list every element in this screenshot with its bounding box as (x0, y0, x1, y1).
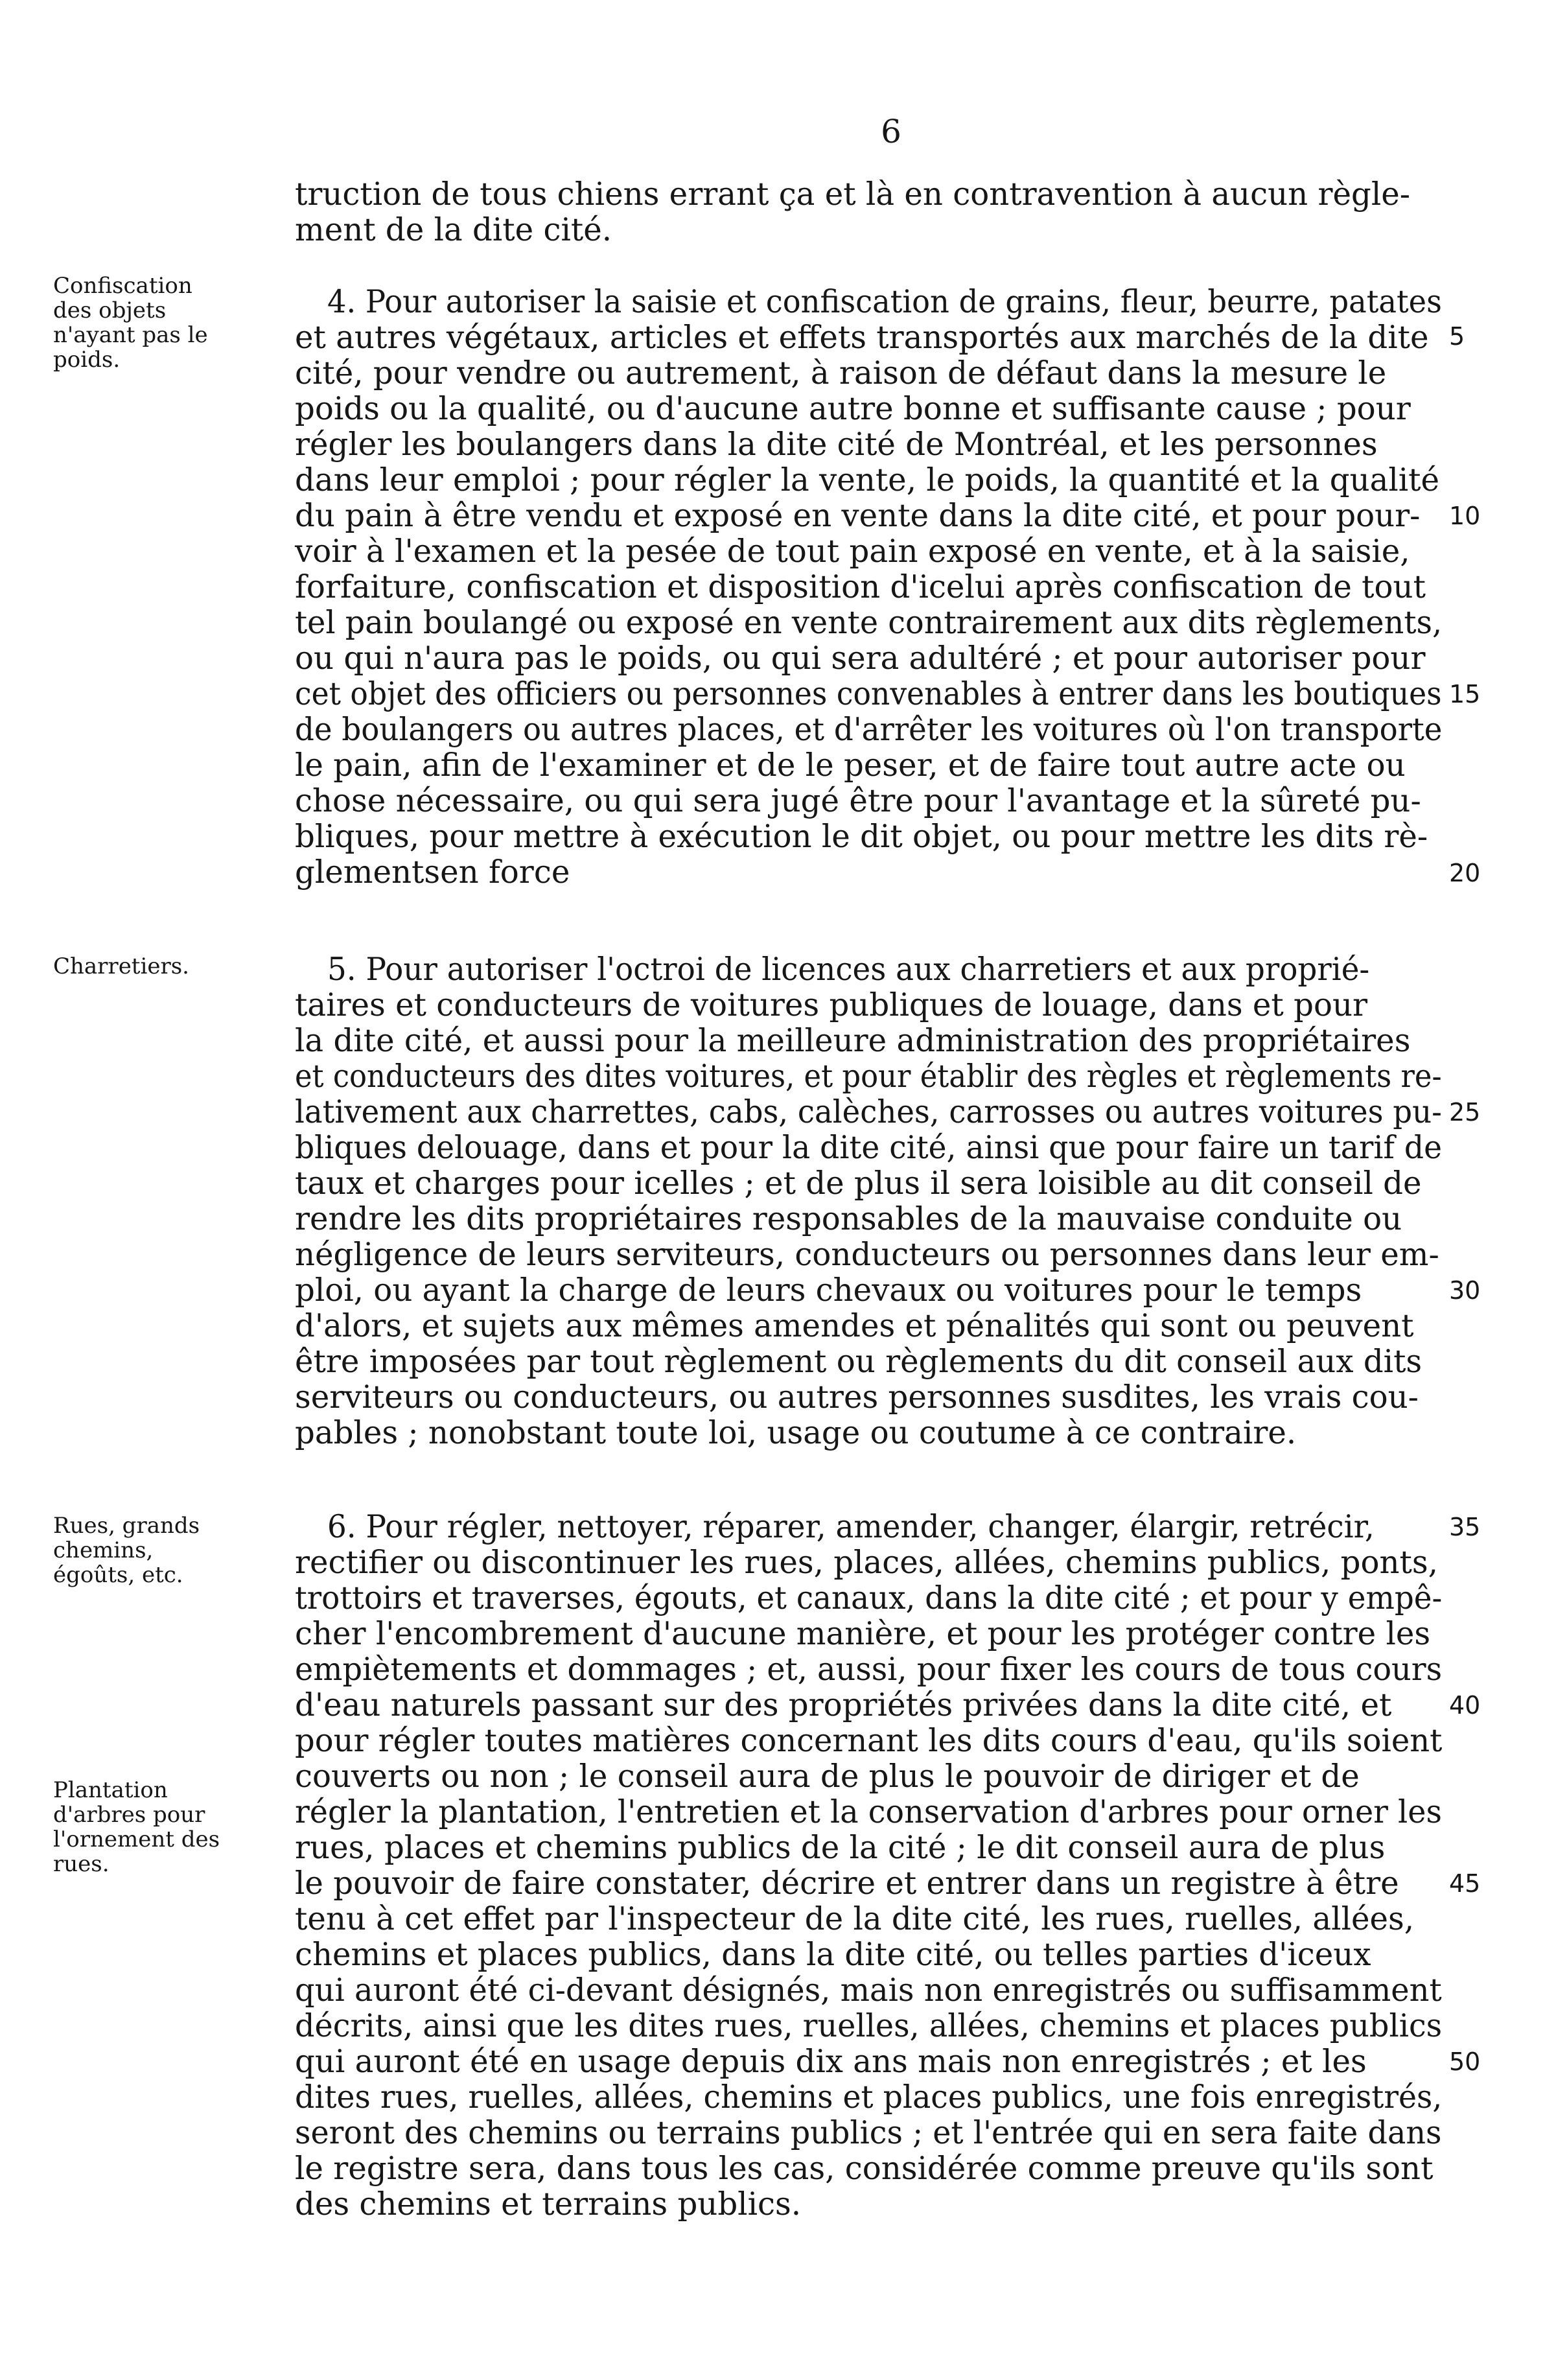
text-line: et conducteurs des dites voitures, et pour établir des règles et règlements re- (295, 1058, 1442, 1095)
text-line: régler la plantation, l'entretien et la conservation d'arbres pour orner les (295, 1793, 1442, 1830)
text-line: seront des chemins ou terrains publics ; et l'entrée qui en sera faite dans (295, 2114, 1442, 2151)
margin-note-plantation (53, 1778, 286, 1876)
text-line: taux et charges pour icelles ; et de plus il sera loisible au dit conseil de (295, 1165, 1422, 1202)
margin-note-line: l'ornement des (53, 1826, 220, 1852)
text-line: glementsen force (295, 854, 570, 891)
margin-note-line: d'arbres pour (53, 1802, 205, 1828)
text-line: tenu à cet effet par l'inspecteur de la dite cité, les rues, ruelles, allées, (295, 1900, 1415, 1937)
text-line: d'eau naturels passant sur des propriétés privées dans la dite cité, et (295, 1686, 1392, 1723)
line-number: 50 (1449, 2048, 1481, 2076)
text-line: négligence de leurs serviteurs, conducteurs ou personnes dans leur em- (295, 1236, 1439, 1273)
text-line: bliques, pour mettre à exécution le dit objet, ou pour mettre les dits rè- (295, 818, 1428, 855)
line-number: 35 (1449, 1513, 1481, 1541)
text-line: et autres végétaux, articles et effets transportés aux marchés de la dite (295, 319, 1429, 356)
text-line: rendre les dits propriétaires responsables de la mauvaise conduite ou (295, 1200, 1402, 1237)
line-number: 40 (1449, 1691, 1481, 1720)
text-line: bliques delouage, dans et pour la dite cité, ainsi que pour faire un tarif de (295, 1129, 1442, 1166)
margin-note-line: Confiscation (53, 273, 192, 299)
text-line: dans leur emploi ; pour régler la vente, le poids, la quantité et la qualité (295, 461, 1440, 498)
text-line: cet objet des officiers ou personnes convenables à entrer dans les boutiques (295, 675, 1442, 712)
text-line: régler les boulangers dans la dite cité de Montréal, et les personnes (295, 426, 1378, 463)
margin-note-line: chemins, (53, 1537, 154, 1563)
text-line: truction de tous chiens errant ça et là en contravention à aucun règle- (295, 176, 1411, 213)
line-number: 15 (1449, 680, 1481, 708)
text-line: tel pain boulangé ou exposé en vente contrairement aux dits règlements, (295, 604, 1443, 641)
margin-note-rues (53, 1513, 286, 1587)
text-line: la dite cité, et aussi pour la meilleure administration des propriétaires (295, 1022, 1411, 1059)
text-line: serviteurs ou conducteurs, ou autres personnes susdites, les vrais cou- (295, 1379, 1419, 1416)
margin-note-line: rues. (53, 1851, 110, 1877)
text-line: être imposées par tout règlement ou règlements du dit conseil aux dits (295, 1343, 1422, 1380)
text-line: poids ou la qualité, ou d'aucune autre bonne et suffisante cause ; pour (295, 390, 1411, 427)
text-line: décrits, ainsi que les dites rues, ruelles, allées, chemins et places publics (295, 2007, 1443, 2044)
text-line: des chemins et terrains publics. (295, 2186, 802, 2222)
text-line: dites rues, ruelles, allées, chemins et places publics, une fois enregistrés, (295, 2079, 1443, 2116)
text-line: rues, places et chemins publics de la cité ; le dit conseil aura de plus (295, 1829, 1386, 1866)
text-line: ment de la dite cité. (295, 211, 612, 248)
text-line: voir à l'examen et la pesée de tout pain exposé en vente, et à la saisie, (295, 533, 1410, 570)
margin-note-line: Rues, grands (53, 1513, 200, 1539)
line-number: 10 (1449, 502, 1481, 530)
line-number: 25 (1449, 1098, 1481, 1126)
text-line: couverts ou non ; le conseil aura de plus le pouvoir de diriger et de (295, 1758, 1360, 1795)
text-line: pables ; nonobstant toute loi, usage ou coutume à ce contraire. (295, 1414, 1297, 1451)
margin-note-line: Plantation (53, 1777, 168, 1803)
text-line: le pouvoir de faire constater, décrire et entrer dans un registre à être (295, 1865, 1399, 1902)
text-line: d'alors, et sujets aux mêmes amendes et pénalités qui sont ou peuvent (295, 1307, 1414, 1344)
line-number: 30 (1449, 1276, 1481, 1305)
text-line: pour régler toutes matières concernant les dits cours d'eau, qu'ils soient (295, 1722, 1443, 1759)
text-line: de boulangers ou autres places, et d'arrêter les voitures où l'on transporte (295, 711, 1443, 748)
margin-note-line: poids. (53, 347, 121, 373)
text-line: qui auront été ci-devant désignés, mais non enregistrés ou suffisamment (295, 1972, 1442, 2009)
text-line: rectifier ou discontinuer les rues, places, allées, chemins publics, ponts, (295, 1544, 1438, 1581)
text-line: lativement aux charrettes, cabs, calèches, carrosses ou autres voitures pu- (295, 1093, 1442, 1130)
text-line: cité, pour vendre ou autrement, à raison de défaut dans la mesure le (295, 355, 1387, 391)
text-line: chemins et places publics, dans la dite cité, ou telles parties d'iceux (295, 1936, 1371, 1973)
line-number: 20 (1449, 859, 1481, 887)
text-line: taires et conducteurs de voitures publiques de louage, dans et pour (295, 986, 1368, 1023)
text-line: forfaiture, confiscation et disposition d'icelui après confiscation de tout (295, 568, 1426, 605)
text-line: chose nécessaire, ou qui sera jugé être pour l'avantage et la sûreté pu- (295, 782, 1421, 819)
margin-note-line: des objets (53, 298, 167, 323)
margin-note-confiscation (53, 274, 286, 372)
text-line: ploi, ou ayant la charge de leurs chevaux ou voitures pour le temps (295, 1272, 1362, 1309)
section-6-heading-line: 6. Pour régler, nettoyer, réparer, amender, changer, élargir, retrécir, (327, 1508, 1375, 1545)
margin-note-line: Charretiers. (53, 953, 189, 979)
text-line: le registre sera, dans tous les cas, considérée comme preuve qu'ils sont (295, 2150, 1434, 2187)
text-line: cher l'encombrement d'aucune manière, et pour les protéger contre les (295, 1615, 1431, 1652)
margin-note-charretiers (53, 954, 286, 979)
text-line: empiètements et dommages ; et, aussi, pour fixer les cours de tous cours (295, 1651, 1443, 1688)
margin-note-line: n'ayant pas le (53, 322, 208, 348)
text-line: du pain à être vendu et exposé en vente dans la dite cité, et pour pour- (295, 497, 1421, 534)
section-4-heading-line: 4. Pour autoriser la saisie et confiscation de grains, fleur, beurre, patates (327, 283, 1442, 320)
page-number: 6 (881, 113, 901, 150)
text-line: trottoirs et traverses, égouts, et canaux, dans la dite cité ; et pour y empê- (295, 1580, 1443, 1616)
text-line: ou qui n'aura pas le poids, ou qui sera adultéré ; et pour autoriser pour (295, 640, 1426, 677)
line-number: 5 (1449, 322, 1465, 351)
margin-note-line: égoûts, etc. (53, 1562, 183, 1588)
section-5-heading-line: 5. Pour autoriser l'octroi de licences aux charretiers et aux proprié- (327, 951, 1370, 988)
line-number: 45 (1449, 1869, 1481, 1898)
text-line: qui auront été en usage depuis dix ans mais non enregistrés ; et les (295, 2043, 1367, 2080)
text-line: le pain, afin de l'examiner et de le peser, et de faire tout autre acte ou (295, 747, 1406, 784)
